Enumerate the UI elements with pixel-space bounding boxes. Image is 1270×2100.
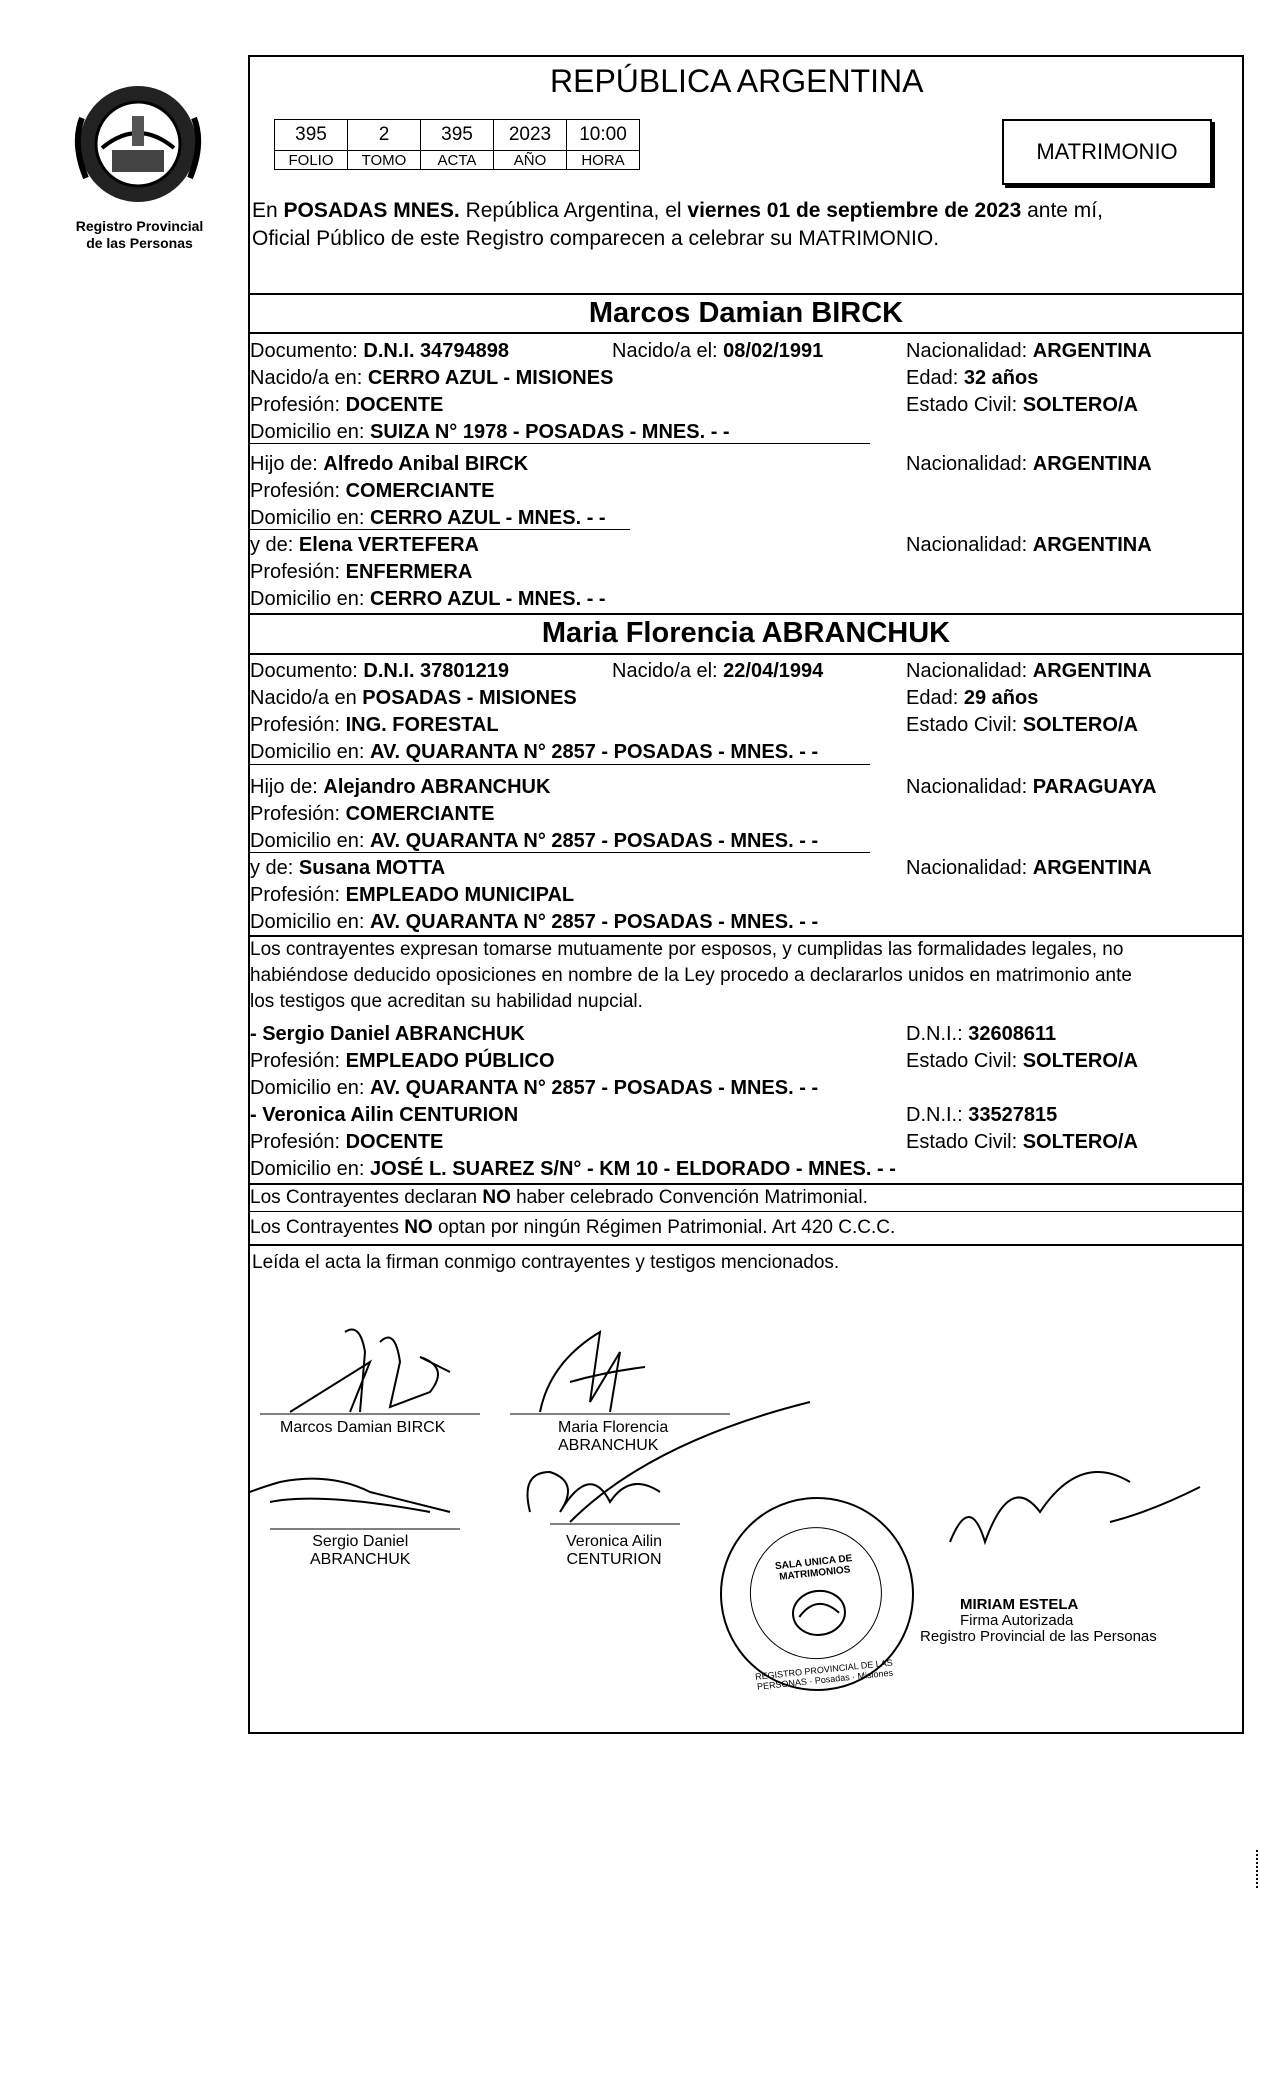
spouse2-dom-value: AV. QUARANTA N° 2857 - POSADAS - MNES. - - <box>370 741 819 763</box>
spouse2-mother-dom-value: AV. QUARANTA N° 2857 - POSADAS - MNES. - - <box>370 911 819 933</box>
spouse1-father-dom-value: CERRO AZUL - MNES. - - <box>370 507 606 529</box>
spouse1-doc <box>250 338 509 364</box>
witness1-dni-label: D.N.I.: <box>906 1023 969 1045</box>
signature-1-label: Marcos Damian BIRCK <box>280 1419 446 1436</box>
spouse1-mother-nat-label: Nacionalidad: <box>906 534 1033 556</box>
registry-name <box>52 218 227 252</box>
spouse1-doc-label: Documento: <box>250 340 364 362</box>
spouse1-civil <box>906 392 1138 418</box>
spouse2-father-prof <box>250 801 495 827</box>
spouse2-mother-nat <box>906 855 1152 881</box>
witness2-prof <box>250 1129 443 1155</box>
witness1-prof-label: Profesión: <box>250 1050 346 1072</box>
spouse1-father-prof-label: Profesión: <box>250 480 346 502</box>
registry-line2: de las Personas <box>86 235 193 251</box>
convention-p2: haber celebrado Convención Matrimonial. <box>510 1187 868 1208</box>
spouse1-mother-dom-label: Domicilio en: <box>250 588 371 610</box>
spouse2-mother-dom-label: Domicilio en: <box>250 911 371 933</box>
spouse1-mother-value: Elena VERTEFERA <box>298 534 479 556</box>
certificate-type-box <box>1002 119 1212 185</box>
witness1-civil-label: Estado Civil: <box>906 1050 1023 1072</box>
hour-label: HORA <box>567 151 640 170</box>
spouse2-prof-label: Profesión: <box>250 714 346 736</box>
spouse1-civil-label: Estado Civil: <box>906 394 1023 416</box>
spouse2-born <box>612 658 823 684</box>
declaration-line2: habiéndose deducido oposiciones en nombre de la Ley procedo a declararlos unidos en matrimonio ante <box>250 965 1132 986</box>
spouse1-mother-prof-value: ENFERMERA <box>345 561 473 583</box>
spouse1-place <box>250 365 613 391</box>
spouse2-dom-label: Domicilio en: <box>250 741 371 763</box>
declaration-line3: los testigos que acreditan su habilidad nupcial. <box>250 991 643 1012</box>
witness2-name: - Veronica Ailin CENTURION <box>250 1104 519 1126</box>
regime-p2: optan por ningún Régimen Patrimonial. Art 420 C.C.C. <box>432 1217 896 1238</box>
year-value: 2023 <box>494 120 567 151</box>
spouse2-doc-value: D.N.I. 37801219 <box>363 660 510 682</box>
spouse1-place-label: Nacido/a en: <box>250 367 368 389</box>
spouse2-doc <box>250 658 509 684</box>
witness2-prof-label: Profesión: <box>250 1131 346 1153</box>
witness2-civil <box>906 1129 1138 1155</box>
spouse1-prof-value: DOCENTE <box>345 394 444 416</box>
spouse1-father-nat-value: ARGENTINA <box>1032 453 1152 475</box>
spouse2-nat-label: Nacionalidad: <box>906 660 1033 682</box>
witness2-civil-value: SOLTERO/A <box>1022 1131 1138 1153</box>
spouse2-doc-label: Documento: <box>250 660 364 682</box>
stamp-inner-text: SALA UNICA DE MATRIMONIOS <box>774 1553 853 1583</box>
spouse2-mother-nat-value: ARGENTINA <box>1032 857 1152 879</box>
spouse1-mother-nat-value: ARGENTINA <box>1032 534 1152 556</box>
spouse2-mother-prof-value: EMPLEADO MUNICIPAL <box>345 884 575 906</box>
spouse1-mother <box>250 532 479 558</box>
spouse2-mother-label: y de: <box>250 857 299 879</box>
spouse2-nat <box>906 658 1152 684</box>
witness1-dom-value: AV. QUARANTA N° 2857 - POSADAS - MNES. - - <box>370 1077 819 1099</box>
convention-p1: Los Contrayentes declaran <box>250 1187 483 1208</box>
witness2-dni <box>906 1102 1057 1128</box>
spouse1-father-prof-value: COMERCIANTE <box>345 480 495 502</box>
spouse2-prof-value: ING. FORESTAL <box>345 714 499 736</box>
signature-1-icon <box>290 1330 450 1413</box>
tomo-value: 2 <box>348 120 421 151</box>
spouse1-place-value: CERRO AZUL - MISIONES <box>367 367 614 389</box>
witness2-dni-value: 33527815 <box>968 1104 1058 1126</box>
signature-4-line1: Veronica Ailin <box>566 1533 663 1550</box>
registry-line1: Registro Provincial <box>75 218 204 234</box>
regime-p1: Los Contrayentes <box>250 1217 405 1238</box>
acta-label: ACTA <box>421 151 494 170</box>
spouse2-father <box>250 774 550 800</box>
certificate-type: MATRIMONIO <box>1036 139 1178 164</box>
intro-p2: República Argentina, el <box>459 199 688 222</box>
official-signature-icon <box>950 1472 1200 1542</box>
spouse2-father-nat-label: Nacionalidad: <box>906 776 1033 798</box>
official-name: MIRIAM ESTELA <box>960 1596 1079 1613</box>
certificate-frame <box>248 55 1244 1734</box>
folio-label: FOLIO <box>275 151 348 170</box>
witness1-dni-value: 32608611 <box>968 1023 1057 1045</box>
spouse1-father-label: Hijo de: <box>250 453 324 475</box>
spouse2-dom <box>250 739 818 765</box>
spouse1-prof <box>250 392 443 418</box>
signature-3-line1: Sergio Daniel <box>312 1533 409 1550</box>
registry-logo <box>72 78 204 210</box>
witness1-name: - Sergio Daniel ABRANCHUK <box>250 1023 525 1045</box>
witness1-dni <box>906 1021 1056 1047</box>
spouse2-civil-value: SOLTERO/A <box>1022 714 1138 736</box>
regime-text <box>250 1215 895 1241</box>
spouse2-mother-value: Susana MOTTA <box>298 857 446 879</box>
witness1-dom-label: Domicilio en: <box>250 1077 371 1099</box>
spouse2-father-dom-label: Domicilio en: <box>250 830 371 852</box>
spouse2-place-value: POSADAS - MISIONES <box>362 687 577 709</box>
signature-3-line2: ABRANCHUK <box>310 1551 411 1568</box>
spouse2-born-label: Nacido/a el: <box>612 660 724 682</box>
spouse1-father-value: Alfredo Anibal BIRCK <box>323 453 529 475</box>
stamp-emblem-icon <box>781 1579 857 1646</box>
folio-value: 395 <box>275 120 348 151</box>
spouse1-nat <box>906 338 1152 364</box>
witness1-prof-value: EMPLEADO PÚBLICO <box>345 1050 555 1072</box>
declaration-text <box>250 937 1132 1015</box>
spouse1-mother-nat <box>906 532 1152 558</box>
intro-p1: En <box>252 199 284 222</box>
spouse1-nat-value: ARGENTINA <box>1032 340 1152 362</box>
spouse1-dom-label: Domicilio en: <box>250 421 371 443</box>
spouse1-dom-value: SUIZA N° 1978 - POSADAS - MNES. - - <box>370 421 730 443</box>
folio-table <box>274 119 640 170</box>
spouse2-mother-prof <box>250 882 574 908</box>
signature-2-line2: ABRANCHUK <box>558 1437 659 1454</box>
intro-text <box>252 197 1103 253</box>
witness1-civil-value: SOLTERO/A <box>1022 1050 1138 1072</box>
spouse2-age-value: 29 años <box>963 687 1039 709</box>
spouse1-mother-prof <box>250 559 472 585</box>
intro-date: viernes 01 de septiembre de 2023 <box>687 199 1022 222</box>
witness2-dom-label: Domicilio en: <box>250 1158 371 1180</box>
spouse1-mother-label: y de: <box>250 534 299 556</box>
spouse1-father-prof <box>250 478 495 504</box>
document-title: REPÚBLICA ARGENTINA <box>550 63 924 99</box>
spouse2-civil <box>906 712 1138 738</box>
declaration-line1: Los contrayentes expresan tomarse mutuamente por esposos, y cumplidas las formalidades legales, no <box>250 939 1124 960</box>
spouse1-mother-dom-value: CERRO AZUL - MNES. - - <box>370 588 606 610</box>
spouse2-nat-value: ARGENTINA <box>1032 660 1152 682</box>
year-label: AÑO <box>494 151 567 170</box>
spouse1-name: Marcos Damian BIRCK <box>588 297 904 329</box>
convention-no: NO <box>482 1187 511 1208</box>
stamp-outer-text: REGISTRO PROVINCIAL DE LAS PERSONAS · Posadas · Misiones <box>754 1657 894 1692</box>
spouse2-age-label: Edad: <box>906 687 964 709</box>
convention-text <box>250 1185 868 1211</box>
spouse1-father-dom-label: Domicilio en: <box>250 507 371 529</box>
acta-value: 395 <box>421 120 494 151</box>
spouse1-born <box>612 338 823 364</box>
spouse1-father-nat <box>906 451 1152 477</box>
witness1-civil <box>906 1048 1138 1074</box>
spouse1-mother-dom <box>250 586 606 612</box>
signature-4-label <box>566 1533 662 1569</box>
intro-line1 <box>252 197 1103 225</box>
spouse1-father <box>250 451 528 477</box>
witness2-prof-value: DOCENTE <box>345 1131 444 1153</box>
witness2-dom-value: JOSÉ L. SUAREZ S/N° - KM 10 - ELDORADO - MNES. - - <box>370 1158 896 1180</box>
provincial-seal-icon <box>72 78 204 210</box>
signature-2-label <box>558 1419 668 1455</box>
spouse2-mother-prof-label: Profesión: <box>250 884 346 906</box>
spouse1-nat-label: Nacionalidad: <box>906 340 1033 362</box>
witness2-dom <box>250 1156 896 1182</box>
spouse2-father-dom-value: AV. QUARANTA N° 2857 - POSADAS - MNES. - - <box>370 830 819 852</box>
edge-mark <box>1256 1850 1261 1888</box>
witness2-civil-label: Estado Civil: <box>906 1131 1023 1153</box>
spouse2-father-dom <box>250 828 818 854</box>
official-registry: Registro Provincial de las Personas <box>920 1628 1157 1645</box>
spouse2-father-prof-value: COMERCIANTE <box>345 803 495 825</box>
official-title: Firma Autorizada <box>960 1612 1074 1629</box>
spouse2-father-prof-label: Profesión: <box>250 803 346 825</box>
spouse2-father-nat-value: PARAGUAYA <box>1032 776 1157 798</box>
intro-line2: Oficial Público de este Registro comparecen a celebrar su MATRIMONIO. <box>252 227 940 250</box>
spouse1-father-nat-label: Nacionalidad: <box>906 453 1033 475</box>
witness2-dni-label: D.N.I.: <box>906 1104 969 1126</box>
spouse2-place-label: Nacido/a en <box>250 687 363 709</box>
spouse2-prof <box>250 712 499 738</box>
spouse1-mother-prof-label: Profesión: <box>250 561 346 583</box>
spouse1-father-dom <box>250 505 606 531</box>
spouse1-prof-label: Profesión: <box>250 394 346 416</box>
spouse1-doc-value: D.N.I. 34794898 <box>363 340 510 362</box>
tomo-label: TOMO <box>348 151 421 170</box>
spouse2-mother-dom <box>250 909 818 935</box>
signature-3-icon <box>250 1479 450 1532</box>
signature-4-line2: CENTURION <box>566 1551 662 1568</box>
spouse1-age-value: 32 años <box>963 367 1039 389</box>
regime-no: NO <box>404 1217 433 1238</box>
spouse2-age <box>906 685 1038 711</box>
spouse1-age <box>906 365 1038 391</box>
spouse2-place <box>250 685 577 711</box>
spouse2-father-value: Alejandro ABRANCHUK <box>323 776 551 798</box>
spouse2-mother <box>250 855 445 881</box>
spouse2-name: Maria Florencia ABRANCHUK <box>541 617 951 649</box>
hour-value: 10:00 <box>567 120 640 151</box>
spouse1-civil-value: SOLTERO/A <box>1022 394 1138 416</box>
intro-city: POSADAS MNES. <box>283 199 460 222</box>
spouse1-age-label: Edad: <box>906 367 964 389</box>
signature-2-line1: Maria Florencia <box>558 1419 669 1436</box>
witness1-dom <box>250 1075 818 1101</box>
witness1-prof <box>250 1048 555 1074</box>
spouse1-dom <box>250 419 730 445</box>
signature-2-icon <box>540 1332 645 1412</box>
closing-text: Leída el acta la firman conmigo contrayentes y testigos mencionados. <box>252 1252 840 1273</box>
spouse2-father-label: Hijo de: <box>250 776 324 798</box>
spouse2-born-value: 22/04/1994 <box>723 660 824 682</box>
spouse1-born-label: Nacido/a el: <box>612 340 724 362</box>
spouse2-civil-label: Estado Civil: <box>906 714 1023 736</box>
spouse2-father-nat <box>906 774 1157 800</box>
intro-p3: ante mí, <box>1021 199 1103 222</box>
spouse2-mother-nat-label: Nacionalidad: <box>906 857 1033 879</box>
official-signer <box>920 1597 1157 1645</box>
signature-3-label <box>310 1533 410 1569</box>
spouse1-born-value: 08/02/1991 <box>723 340 824 362</box>
